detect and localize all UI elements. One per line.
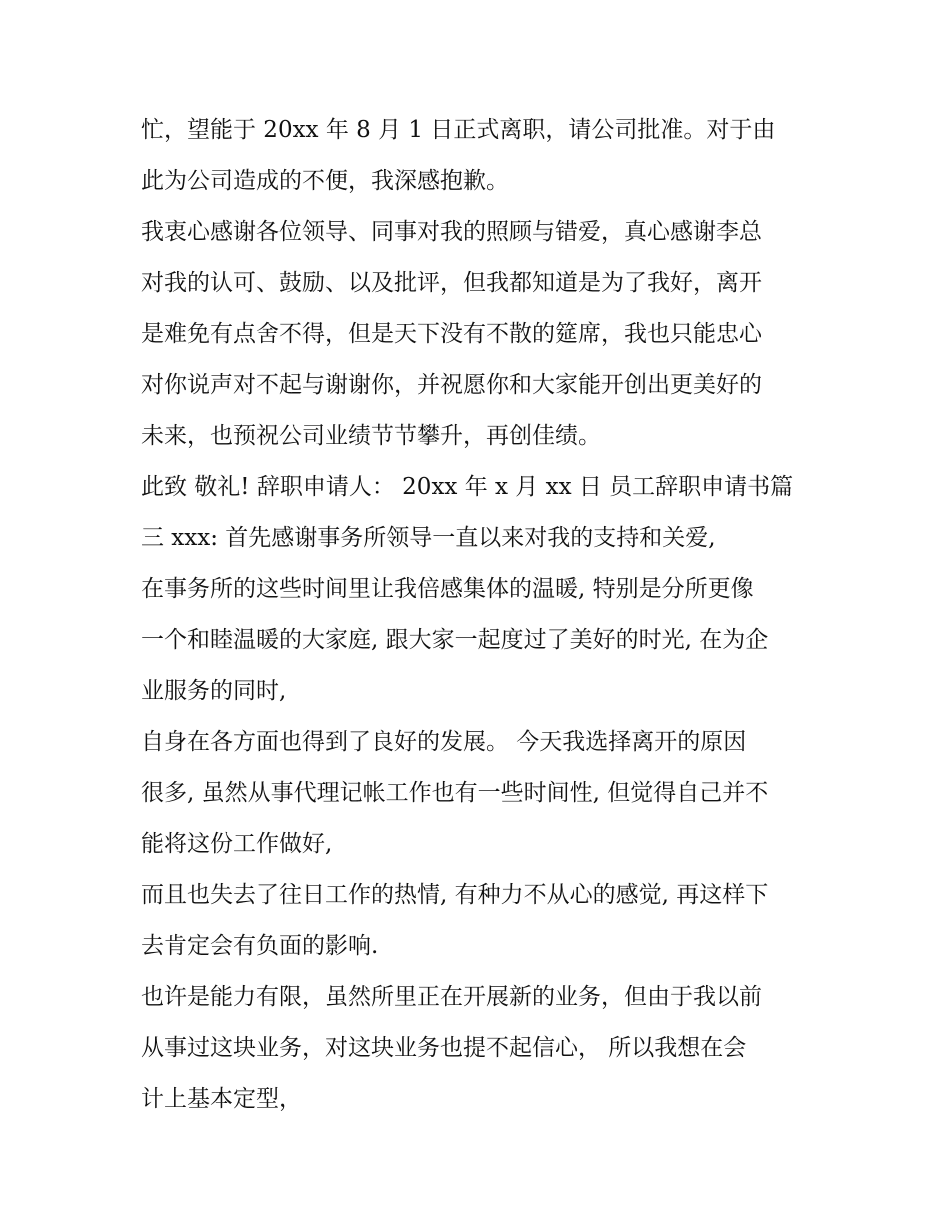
text-line: 计上基本定型， bbox=[141, 1086, 302, 1112]
text-line: 在事务所的这些时间里让我倍感集体的温暖, 特别是分所更像 bbox=[141, 576, 754, 602]
text-line: 我衷心感谢各位领导、同事对我的照顾与错爱，真心感谢李总 bbox=[141, 219, 762, 245]
text-line: 能将这份工作做好, bbox=[141, 831, 333, 857]
text-line: 业服务的同时, bbox=[141, 678, 287, 704]
text-line: 忙，望能于 20xx 年 8 月 1 日正式离职，请公司批准。对于由 bbox=[141, 117, 776, 143]
text-line: 对我的认可、鼓励、以及批评，但我都知道是为了我好，离开 bbox=[141, 270, 762, 296]
text-line: 也许是能力有限，虽然所里正在开展新的业务，但由于我以前 bbox=[141, 984, 762, 1010]
document-body bbox=[141, 107, 821, 1127]
text-line: 自身在各方面也得到了良好的发展。 今天我选择离开的原因 bbox=[141, 729, 747, 755]
text-line: 三 xxx: 首先感谢事务所领导一直以来对我的支持和关爱, bbox=[141, 525, 716, 551]
text-line: 一个和睦温暖的大家庭, 跟大家一起度过了美好的时光, 在为企 bbox=[141, 627, 769, 653]
text-line: 对你说声对不起与谢谢你，并祝愿你和大家能开创出更美好的 bbox=[141, 372, 762, 398]
text-line: 从事过这块业务，对这块业务也提不起信心， 所以我想在会 bbox=[141, 1035, 747, 1061]
text-line: 去肯定会有负面的影响. bbox=[141, 933, 379, 959]
text-line: 是难免有点舍不得，但是天下没有不散的筵席，我也只能忠心 bbox=[141, 321, 762, 347]
text-line: 很多, 虽然从事代理记帐工作也有一些时间性, 但觉得自己并不 bbox=[141, 780, 769, 806]
text-line: 此为公司造成的不便，我深感抱歉。 bbox=[141, 168, 509, 194]
text-line: 未来，也预祝公司业绩节节攀升，再创佳绩。 bbox=[141, 423, 601, 449]
text-line: 而且也失去了往日工作的热情, 有种力不从心的感觉, 再这样下 bbox=[141, 882, 769, 908]
text-line: 此致 敬礼! 辞职申请人： 20xx 年 x 月 xx 日 员工辞职申请书篇 bbox=[141, 474, 794, 500]
